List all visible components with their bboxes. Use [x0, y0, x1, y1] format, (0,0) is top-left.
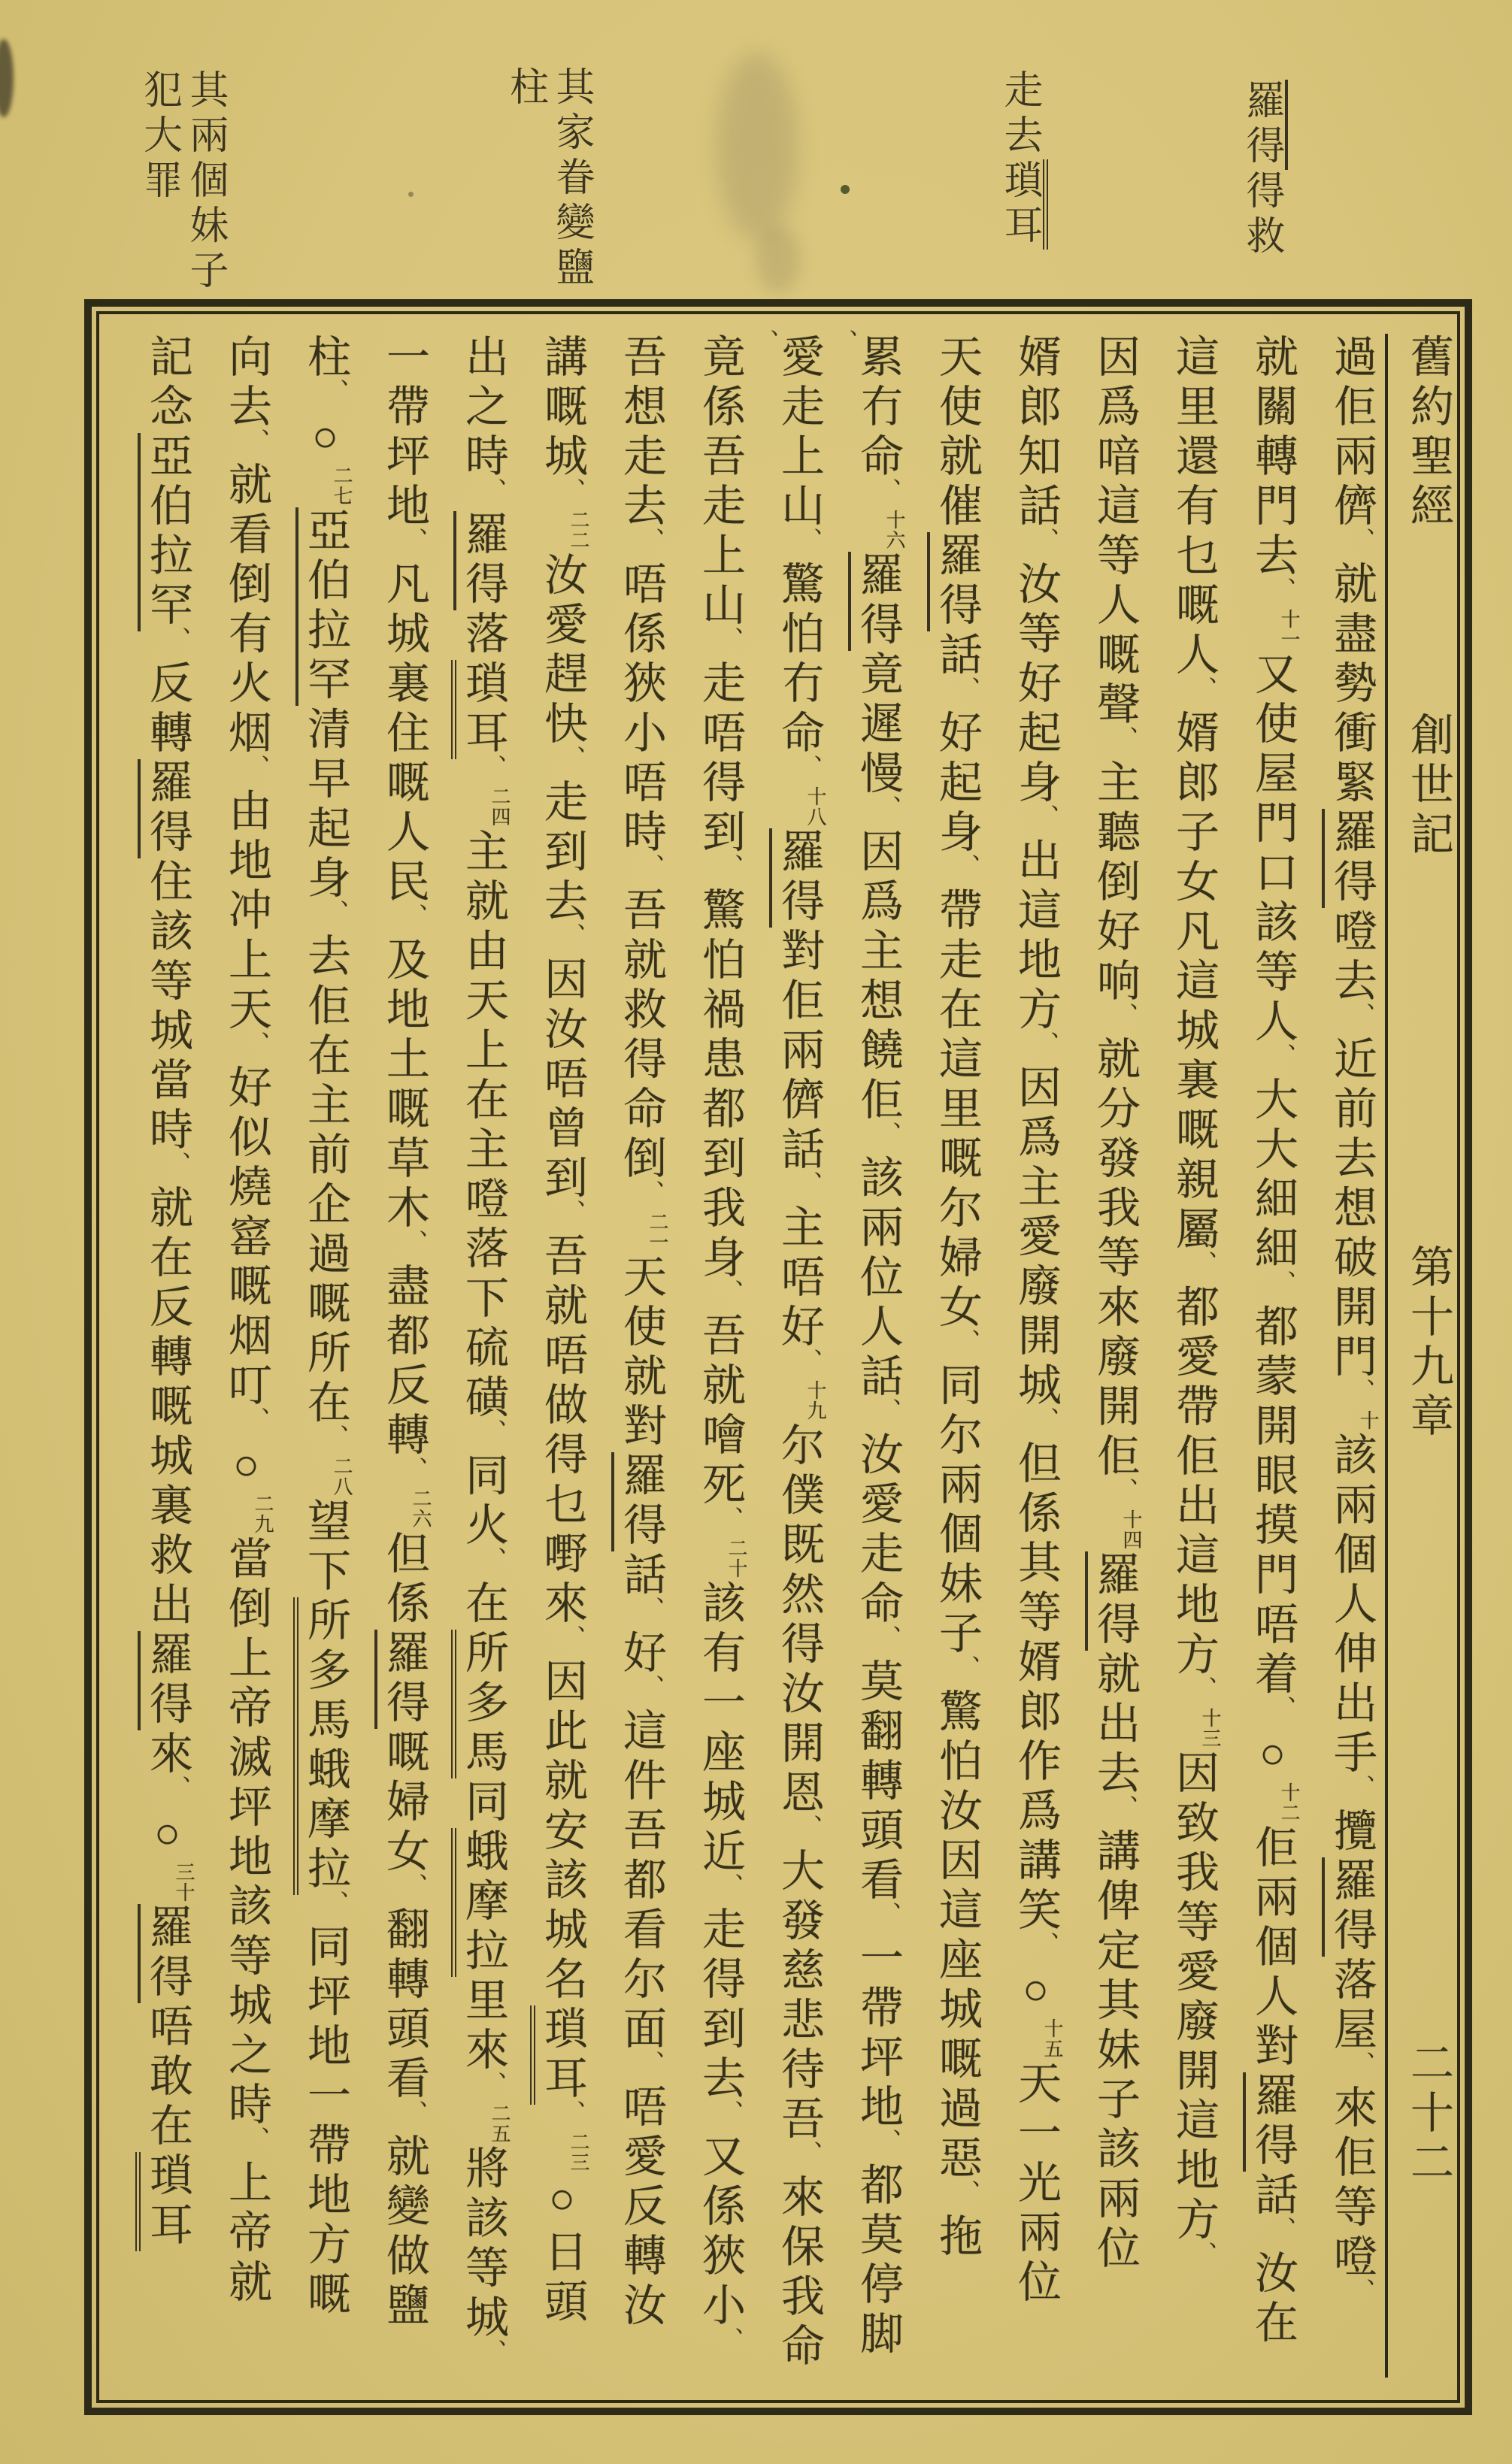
ink-ghost-smudge: [716, 53, 798, 241]
ideographic-comma: 、: [165, 1152, 189, 1180]
book-title: 舊約聖經: [1404, 334, 1453, 532]
place-name: 瑣耳: [998, 159, 1048, 250]
ideographic-comma: 、: [875, 1398, 900, 1427]
place-name: 瑣耳: [135, 2152, 192, 2251]
folio-page-number: 二十二: [1404, 2040, 1453, 2189]
margin-annotation: 其家眷變鹽柱: [503, 66, 592, 292]
verse-number: 十四: [1120, 1509, 1142, 1550]
ideographic-comma: 、: [559, 923, 584, 952]
scan-edge-smudge: [0, 39, 14, 117]
ideographic-comma: 、: [401, 1873, 426, 1902]
ideographic-comma: 、: [717, 1279, 742, 1308]
verse-number: 二十: [726, 1538, 747, 1579]
ideographic-comma: 、: [1033, 1932, 1058, 1960]
person-name: 羅得: [1322, 1857, 1376, 1957]
section-ring: ○: [143, 1809, 192, 1863]
person-name: 羅得: [848, 552, 902, 651]
ideographic-comma: 、: [717, 2100, 742, 2129]
ideographic-comma: 、: [875, 1122, 900, 1150]
ideographic-comma: 、: [954, 1655, 979, 1684]
ideographic-comma: 、: [244, 428, 268, 457]
place-name: 所多馬: [293, 1597, 350, 1746]
ideographic-comma: 、: [559, 746, 584, 774]
ideographic-comma: 、: [1270, 1043, 1295, 1072]
ideographic-comma: 、: [638, 528, 663, 556]
verse-number: 十二: [1278, 1782, 1300, 1823]
ideographic-comma: 、: [1191, 677, 1216, 705]
ideographic-comma: 、: [1270, 1696, 1295, 1724]
title-column: [1385, 334, 1454, 2378]
person-name: 亞伯拉罕: [138, 433, 192, 631]
ideographic-comma: 、: [796, 1171, 821, 1200]
ideographic-comma: 、: [875, 1902, 900, 1930]
text-column: 記念亞伯拉罕、反轉羅得住該等城當時、就在反轉嘅城裏救出羅得來、○三十羅得唔敢在瑣耳: [122, 334, 201, 2378]
ideographic-comma: 、: [638, 1675, 663, 1703]
verse-number: 十一: [1278, 609, 1300, 649]
ideographic-comma: 、: [717, 1506, 742, 1535]
verse-number: 二一: [647, 1212, 668, 1252]
ideographic-comma: 、: [323, 379, 347, 407]
verse-number: 十六: [883, 510, 905, 550]
person-name: 羅得: [1240, 80, 1288, 170]
ideographic-comma: 、: [480, 478, 505, 507]
ideographic-comma: 、: [796, 528, 821, 556]
ideographic-comma: 、: [954, 1329, 979, 1358]
ideographic-comma: 、: [401, 1457, 426, 1485]
place-name: 瑣耳: [530, 2005, 586, 2105]
ideographic-comma: 、: [480, 1419, 505, 1448]
ideographic-comma: 、: [1270, 2217, 1295, 2245]
ideographic-comma: 、: [875, 1625, 900, 1654]
verse-number: 二三: [568, 2132, 589, 2172]
verse-number: 二二: [568, 510, 589, 550]
ideographic-comma: 、: [480, 755, 505, 783]
ideographic-comma: 、: [638, 1180, 663, 1209]
ideographic-comma: 、: [832, 329, 856, 358]
ideographic-comma: 、: [1191, 2242, 1216, 2270]
person-name: 羅得: [138, 759, 192, 858]
text-column: 講嘅城、二二汝愛趕快、走到去、因汝唔曾到、吾就唔做得乜嘢來、因此就安該城名瑣耳、二三○日頭: [517, 334, 595, 2378]
text-column: 這里還有乜嘅人、婿郎子女凡這城裏嘅親屬、都愛帶佢出這地方、十三因致我等愛廢開這地方、: [1169, 334, 1221, 2270]
ideographic-comma: 、: [1270, 577, 1295, 606]
text-column: 柱、○二七亞伯拉罕清早起身、去佢在主前企過嘅所在、二八望下所多馬蛾摩拉、同坪地一帶地方嘅: [280, 334, 359, 2378]
person-name: 羅得: [769, 828, 823, 928]
margin-annotation: 羅得得救: [1232, 80, 1284, 290]
ideographic-comma: 、: [1112, 1795, 1137, 1824]
person-name: 羅得: [453, 511, 508, 610]
person-name: 羅得: [927, 532, 981, 631]
verse-number: 十九: [804, 1380, 826, 1421]
ideographic-comma: 、: [753, 329, 777, 358]
ideographic-comma: 、: [875, 2129, 900, 2157]
ideographic-comma: 、: [165, 1775, 189, 1804]
ideographic-comma: 、: [875, 478, 900, 507]
ideographic-comma: 、: [559, 2100, 584, 2129]
person-name: 羅得: [138, 1904, 192, 2003]
ideographic-comma: 、: [244, 1407, 268, 1436]
verse-number: 十五: [1041, 2018, 1063, 2059]
ideographic-comma: 、: [796, 755, 821, 783]
person-name: 羅得: [1243, 2072, 1297, 2172]
ideographic-comma: 、: [954, 2180, 979, 2208]
ideographic-comma: 、: [559, 1625, 584, 1654]
text-column: 因爲喑這等人嘅聲、主聽倒好响、就分發我等來廢開佢、十四羅得就出去、講俾定其妹子該兩位: [1069, 334, 1148, 2378]
ideographic-comma: 、: [559, 1200, 584, 1228]
text-column: 愛走上山、驚怕冇命、十八羅得對佢兩儕話、主唔好、十九尔僕既然得汝開恩、大發慈悲待吾、來保我命、: [753, 329, 826, 2372]
ideographic-comma: 、: [401, 2100, 426, 2129]
place-name: 瑣耳: [451, 660, 508, 759]
ideographic-comma: 、: [1033, 1407, 1058, 1436]
place-name: 蛾摩拉: [451, 1828, 508, 1977]
person-name: 羅得: [611, 1452, 665, 1551]
ideographic-comma: 、: [717, 854, 742, 882]
verse-number: 十: [1357, 1410, 1379, 1430]
ideographic-comma: 、: [244, 755, 268, 783]
text-column: 向去、就看倒有火烟、由地冲上天、好似燒窰嘅烟叮、○二九當倒上帝滅坪地該等城之時、上帝就: [222, 334, 274, 2308]
ideographic-comma: 、: [480, 2339, 505, 2368]
text-column: 天使就催羅得話、好起身、帶走在這里嘅尔婦女、同尔兩個妹子、驚怕汝因這座城嘅過惡、拖: [911, 334, 990, 2378]
verse-number: 二九: [252, 1494, 274, 1534]
text-column: 累冇命、十六羅得竟遲慢、因爲主想饒佢、該兩位人話、汝愛走命、莫翻轉頭看、一帶坪地、都莫停脚、: [832, 329, 905, 2360]
ideographic-comma: 、: [1349, 2051, 1374, 2080]
margin-annotation: 其兩個妹子犯大罪: [137, 69, 226, 295]
ideographic-comma: 、: [1033, 528, 1058, 556]
section-ring: ○: [301, 412, 350, 467]
ideographic-comma: 、: [1033, 804, 1058, 833]
person-name: 羅得: [1322, 809, 1376, 908]
ideographic-comma: 、: [323, 1424, 347, 1453]
chapter-heading: 第十九章: [1404, 1244, 1453, 1442]
place-name: 蛾摩拉: [293, 1746, 350, 1895]
ideographic-comma: 、: [717, 2327, 742, 2356]
ideographic-comma: 、: [323, 900, 347, 928]
ideographic-comma: 、: [796, 2141, 821, 2169]
verse-number: 二五: [489, 2103, 511, 2144]
ideographic-comma: 、: [1033, 1031, 1058, 1060]
person-name: 羅得: [374, 1630, 429, 1729]
verse-number: 三十: [173, 1862, 195, 1902]
verse-number: 二六: [410, 1488, 432, 1529]
ideographic-comma: 、: [1191, 1251, 1216, 1279]
ideographic-comma: 、: [480, 2072, 505, 2100]
ideographic-comma: 、: [954, 854, 979, 882]
ideographic-comma: 、: [1112, 726, 1137, 755]
ideographic-comma: 、: [323, 1890, 347, 1919]
ideographic-comma: 、: [165, 627, 189, 655]
ideographic-comma: 、: [401, 528, 426, 556]
page-border-frame: [84, 299, 1472, 2415]
person-name: 羅得: [138, 1631, 192, 1730]
text-column: 就關轉門去、十一又使屋門口該等人、大大細細、都蒙開眼摸門唔着、○十二佢兩個人對羅得話、汝在: [1227, 334, 1306, 2378]
ideographic-comma: 、: [1349, 1379, 1374, 1407]
place-name: 所多馬: [451, 1630, 508, 1778]
ideographic-comma: 、: [638, 2051, 663, 2079]
ideographic-comma: 、: [638, 854, 663, 882]
ideographic-comma: 、: [1349, 1775, 1374, 1803]
ideographic-comma: 、: [717, 1873, 742, 1902]
ideographic-comma: 、: [954, 677, 979, 705]
text-column: 竟係吾走上山、走唔得到、驚怕禍患都到我身、吾就噲死、二十該有一座城近、走得到去、又係狹小、: [695, 334, 747, 2356]
ideographic-comma: 、: [559, 478, 584, 507]
ideographic-comma: 、: [1191, 1676, 1216, 1705]
ideographic-comma: 、: [875, 795, 900, 824]
verse-number: 二四: [489, 786, 511, 827]
text-column: 出之時、羅得落瑣耳、二四主就由天上在主噔落下硫磺、同火、在所多馬同蛾摩拉里來、二五將該等城、: [438, 334, 517, 2378]
ink-dot: [408, 192, 414, 197]
text-column: 過佢兩儕、就盡勢衝緊羅得噔去、近前去想破開門、十該兩個人伸出手、攬羅得落屋、來佢等噔、: [1306, 334, 1385, 2378]
ink-ghost-smudge: [756, 226, 801, 293]
section-ring: ○: [1248, 1729, 1297, 1784]
margin-annotation: 走去瑣耳: [989, 69, 1042, 256]
text-column: 一帶坪地、凡城裏住嘅人民、及地土嘅草木、盡都反轉、二六但係羅得嘅婦女、翻轉頭看、就變做鹽: [359, 334, 438, 2378]
ink-dot: [841, 185, 850, 194]
verse-number: 十三: [1199, 1708, 1221, 1748]
ideographic-comma: 、: [1112, 1003, 1137, 1031]
verse-number: 二八: [331, 1456, 353, 1497]
text-column: 吾想走去、唔係狹小唔時、吾就救得命倒、二一天使就對羅得話、好、這件吾都看尔面、唔愛反轉汝: [595, 334, 674, 2378]
ideographic-comma: 、: [480, 1547, 505, 1576]
person-name: 亞伯拉罕: [295, 507, 350, 706]
ideographic-comma: 、: [1349, 2278, 1374, 2307]
ideographic-comma: 、: [638, 1597, 663, 1625]
person-name: 羅得: [1085, 1551, 1139, 1651]
section-ring: ○: [538, 2174, 586, 2229]
verse-number: 二七: [331, 465, 353, 506]
ideographic-comma: 、: [1349, 1003, 1374, 1031]
ideographic-comma: 、: [401, 904, 426, 932]
ideographic-comma: 、: [1270, 1270, 1295, 1299]
section-ring: ○: [222, 1440, 271, 1495]
ideographic-comma: 、: [1112, 1478, 1137, 1506]
verse-number: 十八: [804, 786, 826, 827]
scripture-text-block: [102, 329, 1454, 2378]
section-title: 創世記: [1404, 712, 1453, 861]
ideographic-comma: 、: [796, 1349, 821, 1377]
section-ring: ○: [1011, 1965, 1060, 2020]
ideographic-comma: 、: [244, 1031, 268, 1060]
ideographic-comma: 、: [244, 2126, 268, 2155]
ideographic-comma: 、: [717, 627, 742, 655]
ideographic-comma: 、: [1349, 528, 1374, 556]
text-column: 婿郎知話、汝等好起身、出這地方、因爲主愛廢開城、但係其等婿郎作爲講笑、○十五天一光兩位: [1011, 334, 1063, 2308]
ideographic-comma: 、: [401, 1230, 426, 1258]
ideographic-comma: 、: [796, 1815, 821, 1843]
